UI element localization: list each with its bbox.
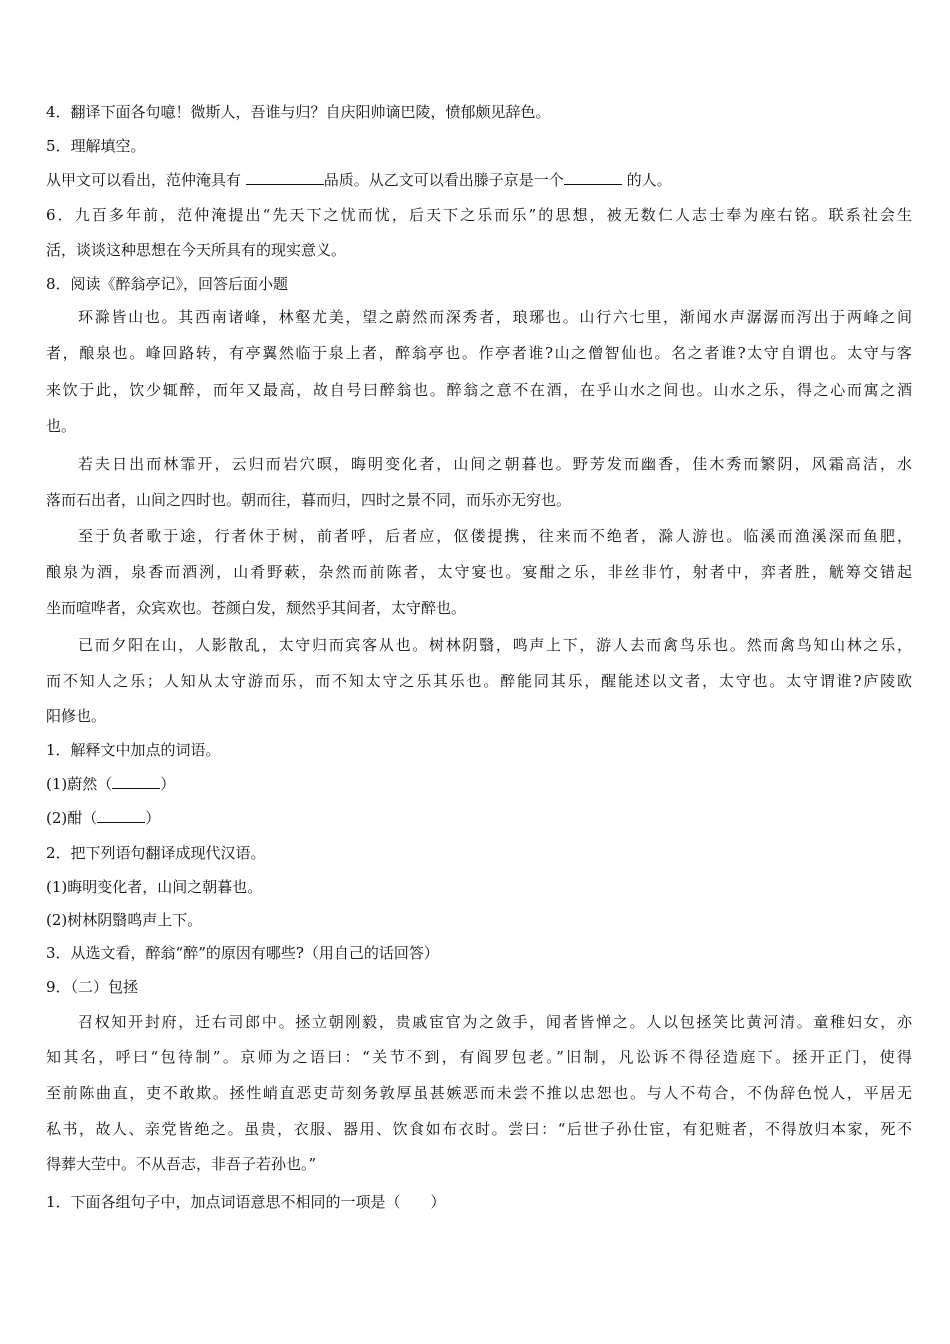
item-text: ）: [145, 809, 161, 827]
q5-text-2: 品质。从乙文可以看出滕子京是一个: [323, 171, 564, 189]
question-5-fill: [46, 169, 912, 191]
passage-line: 坐而喧哗者，众宾欢也。苍颜白发，颓然乎其间者，太守醉也。: [46, 599, 467, 617]
passage-line: 落而石出者，山间之四时也。朝而往，暮而归，四时之景不同，而乐亦无穷也。: [46, 491, 572, 509]
item-text: ）: [160, 775, 176, 793]
question-9-title: 9．（二）包拯: [46, 978, 139, 996]
sub-question-2-item: (2)树林阴翳鸣声上下。: [46, 911, 203, 929]
q5-blank-2: [564, 184, 622, 185]
passage-line: 若夫日出而林霏开，云归而岩穴暝，晦明变化者，山间之朝暮也。野芳发而幽香，佳木秀而繁阴，风霜高洁，水: [78, 455, 912, 473]
passage-line: 得葬大茔中。不从吾志，非吾子若孙也。”: [46, 1155, 317, 1173]
question-6-line: 活，谈谈这种思想在今天所具有的现实意义。: [46, 241, 347, 259]
passage-line: 阳修也。: [46, 707, 107, 725]
passage-line: 也。: [46, 417, 77, 435]
sub-question-2-title: 2．把下列语句翻译成现代汉语。: [46, 844, 266, 862]
passage-line: 私书，故人、亲党皆绝之。虽贵，衣服、器用、饮食如布衣时。尝曰：“后世子孙仕宦，有犯赃者，不得放归本家，死不: [46, 1120, 912, 1138]
question-8-title: 8．阅读《醉翁亭记》，回答后面小题: [46, 275, 289, 293]
sub-question-1-item: [46, 807, 912, 829]
passage-line: 知其名，呼曰“包待制”。京师为之语曰：“关节不到，有阎罗包老。”旧制，凡讼诉不得径造庭下。拯开正门，使得: [46, 1048, 912, 1066]
q5-text-3: 的人。: [626, 171, 672, 189]
sub-question-1-item: [46, 773, 912, 795]
question-6-line: 6．九百多年前，范仲淹提出“先天下之忧而忧，后天下之乐而乐”的思想，被无数仁人志士奉为座右铭。联系社会生: [46, 206, 912, 224]
answer-blank: [112, 788, 160, 789]
question-4: 4．翻译下面各句噫！微斯人，吾谁与归？自庆阳帅谪巴陵，愤郁颇见辞色。: [46, 103, 551, 121]
sub-question-2-item: (1)晦明变化者，山间之朝暮也。: [46, 878, 263, 896]
answer-blank: [97, 822, 145, 823]
passage-line: 至于负者歌于途，行者休于树，前者呼，后者应，伛偻提携，往来而不绝者，滁人游也。临溪而渔溪深而鱼肥，: [78, 527, 912, 545]
passage-line: 至前陈曲直，吏不敢欺。拯性峭直恶吏苛刻务敦厚虽甚嫉恶而未尝不推以忠恕也。与人不苟合，不伪辞色悦人，平居无: [46, 1084, 912, 1102]
sub-question-3: 3．从选文看，醉翁“醉”的原因有哪些?（用自己的话回答）: [46, 944, 439, 962]
passage-line: 而不知人之乐；人知从太守游而乐，而不知太守之乐其乐也。醉能同其乐，醒能述以文者，太守也。太守谓谁?庐陵欧: [46, 672, 912, 690]
passage-line: 者，酿泉也。峰回路转，有亭翼然临于泉上者，醉翁亭也。作亭者谁?山之僧智仙也。名之者谁?太守自谓也。太守与客: [46, 344, 912, 362]
question-5-title: 5．理解填空。: [46, 137, 146, 155]
passage-line: 来饮于此，饮少辄醉，而年又最高，故自号曰醉翁也。醉翁之意不在酒，在乎山水之间也。山水之乐，得之心而寓之酒: [46, 381, 912, 399]
passage-line: 酿泉为酒，泉香而酒洌，山肴野蔌，杂然而前陈者，太守宴也。宴酣之乐，非丝非竹，射者中，弈者胜，觥筹交错起: [46, 563, 912, 581]
sub-question-1-title: 1．解释文中加点的词语。: [46, 741, 221, 759]
item-text: (1)蔚然（: [46, 775, 113, 793]
passage-line: 环滁皆山也。其西南诸峰，林壑尤美，望之蔚然而深秀者，琅琊也。山行六七里，渐闻水声潺潺而泻出于两峰之间: [78, 308, 912, 326]
q5-text-1: 从甲文可以看出，范仲淹具有: [46, 171, 242, 189]
passage-line: 已而夕阳在山，人影散乱，太守归而宾客从也。树林阴翳，鸣声上下，游人去而禽鸟乐也。然而禽鸟知山林之乐，: [78, 636, 912, 654]
q5-blank-1: [246, 184, 324, 185]
question-9-sub-1: 1．下面各组句子中，加点词语意思不相同的一项是（ ）: [46, 1193, 446, 1211]
item-text: (2)酣（: [46, 809, 98, 827]
passage-line: 召权知开封府，迁右司郎中。拯立朝刚毅，贵戚宦官为之敛手，闻者皆惮之。人以包拯笑比黄河清。童稚妇女，亦: [78, 1013, 912, 1031]
